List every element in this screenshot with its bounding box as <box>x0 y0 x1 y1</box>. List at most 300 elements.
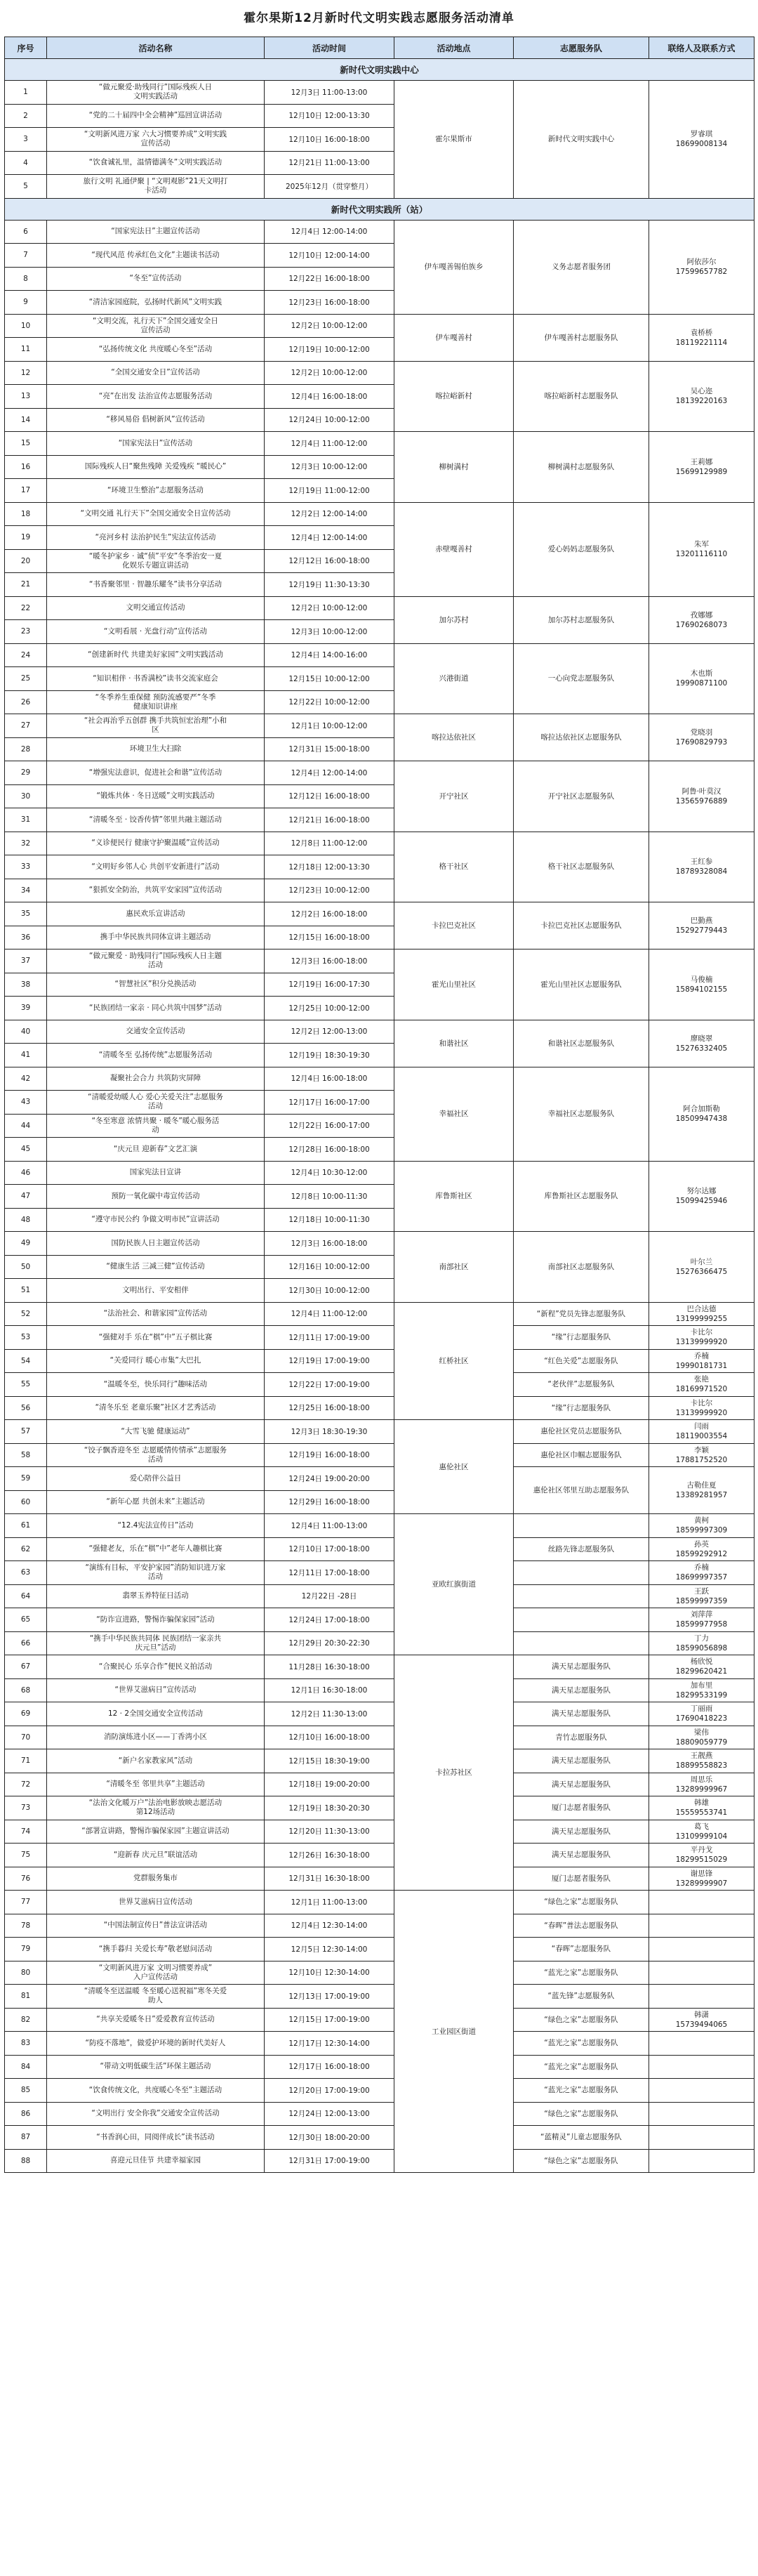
contact-info <box>649 2032 754 2056</box>
activity-name: “法治文化暖万户”法治电影放映志愿活动 第12场活动 <box>47 1796 265 1820</box>
contact-info: 葛飞 13109999104 <box>649 1820 754 1844</box>
table-row <box>5 2149 754 2173</box>
row-number: 64 <box>5 1584 47 1608</box>
row-number: 79 <box>5 1938 47 1961</box>
activity-time: 12月2日 12:00-13:00 <box>265 1020 394 1044</box>
activity-location: 喀拉峪新村 <box>394 361 514 432</box>
table-row <box>5 361 754 385</box>
activity-time: 12月16日 10:00-12:00 <box>265 1255 394 1279</box>
activity-name: “文明新风进万家 文明习惯要养成” 入户宣传活动 <box>47 1961 265 1985</box>
activity-location: 霍光山里社区 <box>394 949 514 1020</box>
row-number: 31 <box>5 808 47 832</box>
row-number: 80 <box>5 1961 47 1985</box>
activity-name: “清冬乐至 老童乐聚”社区才艺秀活动 <box>47 1396 265 1420</box>
activity-name: “饮食诚礼里，温情德满冬”文明实践活动 <box>47 151 265 175</box>
row-number: 68 <box>5 1678 47 1702</box>
activity-name: “文明交通 礼行天下”全国交通安全日宣传活动 <box>47 502 265 526</box>
activity-time: 12月18日 19:00-20:00 <box>265 1773 394 1796</box>
activity-location: 卡拉巴克社区 <box>394 902 514 949</box>
table-row <box>5 1420 754 1444</box>
row-number: 7 <box>5 244 47 268</box>
row-number: 36 <box>5 926 47 949</box>
activity-location: 赤壁嘎善村 <box>394 502 514 596</box>
activity-name: “清洁家园庭院，弘扬时代新风”文明实践 <box>47 291 265 315</box>
row-number: 56 <box>5 1396 47 1420</box>
table-row <box>5 1820 754 1844</box>
row-number: 9 <box>5 291 47 315</box>
activity-name: “世界艾滋病日”宣传活动 <box>47 1678 265 1702</box>
row-number: 53 <box>5 1326 47 1350</box>
contact-info <box>649 1891 754 1914</box>
contact-info: 张艳 18169971520 <box>649 1373 754 1397</box>
table-row <box>5 1891 754 1914</box>
contact-info <box>649 1938 754 1961</box>
activity-time: 12月20日 17:00-19:00 <box>265 2079 394 2103</box>
activity-time: 12月3日 11:00-13:00 <box>265 81 394 105</box>
activity-name: 世界艾滋病日宣传活动 <box>47 1891 265 1914</box>
activity-time: 12月28日 16:00-18:00 <box>265 1138 394 1162</box>
row-number: 61 <box>5 1514 47 1538</box>
activity-time: 12月19日 11:30-13:30 <box>265 573 394 597</box>
volunteer-team: 满天星志愿服务队 <box>514 1702 649 1726</box>
activity-name: “关爱同行 暖心市集”大巴扎 <box>47 1349 265 1373</box>
row-number: 24 <box>5 643 47 667</box>
volunteer-team <box>514 1608 649 1632</box>
table-row <box>5 643 754 667</box>
activity-time: 12月12日 16:00-18:00 <box>265 549 394 573</box>
activity-name: “义诊便民行 健康守护聚温暖”宣传活动 <box>47 832 265 855</box>
table-row <box>5 1961 754 1985</box>
activity-name: “社会再治乎五创群 携手共筑恒宏治理”小和 区 <box>47 714 265 738</box>
activity-time: 12月3日 16:00-18:00 <box>265 949 394 973</box>
activity-time: 12月2日 11:30-13:00 <box>265 1702 394 1726</box>
row-number: 32 <box>5 832 47 855</box>
table-row <box>5 1678 754 1702</box>
volunteer-team: 南部社区志愿服务队 <box>514 1232 649 1303</box>
contact-info <box>649 2055 754 2079</box>
activity-time: 12月19日 10:00-12:00 <box>265 338 394 362</box>
row-number: 26 <box>5 690 47 714</box>
activity-time: 12月11日 17:00-19:00 <box>265 1326 394 1350</box>
activity-location: 柳树满村 <box>394 432 514 503</box>
volunteer-team: “缘”行志愿服务队 <box>514 1396 649 1420</box>
activity-location: 南部社区 <box>394 1232 514 1303</box>
contact-info: 吴心迩 18139220163 <box>649 361 754 432</box>
activity-time: 12月1日 10:00-12:00 <box>265 714 394 738</box>
contact-info <box>649 1961 754 1985</box>
activity-time: 12月2日 16:00-18:00 <box>265 902 394 926</box>
row-number: 30 <box>5 784 47 808</box>
activity-name: 消防演练进小区——丁香湾小区 <box>47 1726 265 1749</box>
volunteer-team: 惠伦社区邻里互助志愿服务队 <box>514 1467 649 1514</box>
table-row <box>5 81 754 105</box>
row-number: 69 <box>5 1702 47 1726</box>
volunteer-team: 义务志愿者服务团 <box>514 220 649 314</box>
table-row <box>5 432 754 456</box>
volunteer-team: 库鲁斯社区志愿服务队 <box>514 1161 649 1232</box>
activity-name: “清暖冬至 · 饺香传情”邻里共融主题活动 <box>47 808 265 832</box>
activity-time: 12月23日 16:00-18:00 <box>265 291 394 315</box>
contact-info: 乔楠 19990181731 <box>649 1349 754 1373</box>
activity-time: 12月19日 18:30-20:30 <box>265 1796 394 1820</box>
row-number: 86 <box>5 2102 47 2126</box>
activity-location: 开宁社区 <box>394 761 514 832</box>
activity-name: 国际残疾人日“聚焦残障 关爱残疾 “暖民心” <box>47 455 265 479</box>
volunteer-team: “蓝光之家”志愿服务队 <box>514 1961 649 1985</box>
header-name: 活动名称 <box>47 37 265 59</box>
activity-table <box>4 37 754 2173</box>
activity-time: 12月4日 14:00-16:00 <box>265 643 394 667</box>
row-number: 17 <box>5 479 47 503</box>
row-number: 34 <box>5 879 47 902</box>
activity-name: “遵守市民公约 争做文明市民”宣讲活动 <box>47 1208 265 1232</box>
row-number: 40 <box>5 1020 47 1044</box>
row-number: 6 <box>5 220 47 244</box>
activity-name: “亮”在出发 法治宣传志愿服务活动 <box>47 385 265 409</box>
row-number: 43 <box>5 1091 47 1115</box>
activity-name: “增强宪法意识，促进社会和谐”宣传活动 <box>47 761 265 785</box>
table-row <box>5 1326 754 1350</box>
volunteer-team: “缘”行志愿服务队 <box>514 1326 649 1350</box>
row-number: 12 <box>5 361 47 385</box>
activity-time: 12月10日 12:30-14:00 <box>265 1961 394 1985</box>
activity-location: 幸福社区 <box>394 1067 514 1161</box>
volunteer-team: 伊车嘎善村志愿服务队 <box>514 314 649 361</box>
activity-name: 交通安全宣传活动 <box>47 1020 265 1044</box>
row-number: 83 <box>5 2032 47 2056</box>
activity-time: 11月28日 16:30-18:00 <box>265 1655 394 1679</box>
contact-info: 梁伟 18809059779 <box>649 1726 754 1749</box>
row-number: 75 <box>5 1844 47 1867</box>
activity-time: 12月24日 10:00-12:00 <box>265 408 394 432</box>
volunteer-team: “绿色之家”志愿服务队 <box>514 2102 649 2126</box>
row-number: 1 <box>5 81 47 105</box>
activity-time: 12月13日 17:00-19:00 <box>265 1985 394 2009</box>
table-row <box>5 1796 754 1820</box>
row-number: 4 <box>5 151 47 175</box>
contact-info: 阿依莎尔 17599657782 <box>649 220 754 314</box>
volunteer-team: “春晖”普法志愿服务队 <box>514 1914 649 1938</box>
activity-name: “冬至”宣传活动 <box>47 267 265 291</box>
activity-time: 12月4日 11:00-12:00 <box>265 432 394 456</box>
row-number: 78 <box>5 1914 47 1938</box>
row-number: 47 <box>5 1185 47 1209</box>
contact-info: 巴合达德 13199999255 <box>649 1302 754 1326</box>
activity-time: 12月31日 16:30-18:00 <box>265 1867 394 1891</box>
volunteer-team: 柳树满村志愿服务队 <box>514 432 649 503</box>
activity-name: “12.4宪法宣传日”活动 <box>47 1514 265 1538</box>
row-number: 77 <box>5 1891 47 1914</box>
activity-time: 12月1日 16:30-18:00 <box>265 1678 394 1702</box>
row-number: 42 <box>5 1067 47 1091</box>
table-row <box>5 1161 754 1185</box>
activity-name: “环境卫生整治”志愿服务活动 <box>47 479 265 503</box>
contact-info: 李颖 17881752520 <box>649 1443 754 1467</box>
table-row <box>5 1867 754 1891</box>
contact-info: 王跃 18599997359 <box>649 1584 754 1608</box>
table-row <box>5 2079 754 2103</box>
activity-time: 12月26日 16:30-18:00 <box>265 1844 394 1867</box>
activity-time: 12月25日 16:00-18:00 <box>265 1396 394 1420</box>
activity-name: 预防一氧化碳中毒宣传活动 <box>47 1185 265 1209</box>
volunteer-team: 霍光山里社区志愿服务队 <box>514 949 649 1020</box>
table-row <box>5 902 754 926</box>
activity-name: “中国法制宣传日”普法宣讲活动 <box>47 1914 265 1938</box>
row-number: 3 <box>5 128 47 152</box>
contact-info: 韩潇 15739494065 <box>649 2008 754 2032</box>
row-number: 52 <box>5 1302 47 1326</box>
row-number: 55 <box>5 1373 47 1397</box>
activity-location: 伊车嘎善村 <box>394 314 514 361</box>
volunteer-team: 满天星志愿服务队 <box>514 1749 649 1773</box>
activity-name: 翡翠玉养特征日活动 <box>47 1584 265 1608</box>
contact-info: 丁力 18599056898 <box>649 1631 754 1655</box>
activity-name: “清暖冬至送温暖 冬至暖心送祝福”寒冬关爱 助人 <box>47 1985 265 2009</box>
row-number: 23 <box>5 620 47 644</box>
contact-info <box>649 2102 754 2126</box>
contact-info: 古勒佳夏 13389281957 <box>649 1467 754 1514</box>
volunteer-team: “绿色之家”志愿服务队 <box>514 2008 649 2032</box>
volunteer-team: 满天星志愿服务队 <box>514 1820 649 1844</box>
activity-location: 兴港街道 <box>394 643 514 714</box>
activity-time: 12月24日 19:00-20:00 <box>265 1467 394 1491</box>
activity-time: 12月19日 11:00-12:00 <box>265 479 394 503</box>
volunteer-team <box>514 1514 649 1538</box>
activity-time: 12月1日 11:00-13:00 <box>265 1891 394 1914</box>
activity-name: “暖冬护家乡 · 诚“侦”平安”冬季治安一夏 化娱乐专题宣讲活动 <box>47 549 265 573</box>
activity-time: 12月2日 10:00-12:00 <box>265 314 394 338</box>
table-row <box>5 2055 754 2079</box>
activity-time: 12月15日 17:00-19:00 <box>265 2008 394 2032</box>
contact-info: 韩雄 15559553741 <box>649 1796 754 1820</box>
activity-location: 亚欧红旗街道 <box>394 1514 514 1655</box>
table-row <box>5 1561 754 1585</box>
volunteer-team: 喀拉峪新村志愿服务队 <box>514 361 649 432</box>
activity-name: “书香聚邻里 · 智趣乐耀冬”读书分享活动 <box>47 573 265 597</box>
activity-time: 12月29日 16:00-18:00 <box>265 1490 394 1514</box>
activity-time: 12月15日 10:00-12:00 <box>265 667 394 691</box>
table-row <box>5 1655 754 1679</box>
volunteer-team: 新时代文明实践中心 <box>514 81 649 199</box>
activity-name: 环境卫生大扫除 <box>47 737 265 761</box>
activity-time: 12月15日 18:30-19:00 <box>265 1749 394 1773</box>
activity-name: “饺子飘香迎冬至 志愿暖情传情承”志愿服务 活动 <box>47 1443 265 1467</box>
activity-location: 伊车嘎善锡伯族乡 <box>394 220 514 314</box>
activity-name: 旅行文明 礼通伊聚 | “文明观影”21天文明打 卡活动 <box>47 175 265 199</box>
table-row <box>5 1584 754 1608</box>
volunteer-team: “蓝先锋”志愿服务队 <box>514 1985 649 2009</box>
table-row <box>5 1232 754 1256</box>
activity-time: 12月20日 11:30-13:00 <box>265 1820 394 1844</box>
contact-info: 王红参 18789328084 <box>649 832 754 902</box>
row-number: 58 <box>5 1443 47 1467</box>
table-header-row <box>5 37 754 59</box>
volunteer-team: 厦门志愿者服务队 <box>514 1867 649 1891</box>
activity-name: “锻炼共体 · 冬日送暖”文明实践活动 <box>47 784 265 808</box>
table-row <box>5 1844 754 1867</box>
section-row <box>5 59 754 81</box>
row-number: 25 <box>5 667 47 691</box>
activity-name: “带动文明低碳生活”环保主题活动 <box>47 2055 265 2079</box>
table-row <box>5 1067 754 1091</box>
row-number: 82 <box>5 2008 47 2032</box>
activity-name: “健康生活 三减三健”宣传活动 <box>47 1255 265 1279</box>
activity-name: 爱心陪伴公益日 <box>47 1467 265 1491</box>
activity-name: “庆元旦 迎新春”文艺汇演 <box>47 1138 265 1162</box>
activity-name: “文明好乡邻人心 共创平安新进行”活动 <box>47 855 265 879</box>
table-row <box>5 1985 754 2009</box>
table-row <box>5 1373 754 1397</box>
activity-time: 12月17日 16:00-17:00 <box>265 1091 394 1115</box>
volunteer-team: 满天星志愿服务队 <box>514 1678 649 1702</box>
volunteer-team: 厦门志愿者服务队 <box>514 1796 649 1820</box>
contact-info: 闫雨 18119003554 <box>649 1420 754 1444</box>
row-number: 46 <box>5 1161 47 1185</box>
row-number: 15 <box>5 432 47 456</box>
section-title: 新时代文明实践所（站） <box>5 198 754 220</box>
row-number: 28 <box>5 737 47 761</box>
activity-time: 12月4日 16:00-18:00 <box>265 1067 394 1091</box>
row-number: 57 <box>5 1420 47 1444</box>
contact-info: 马俊楠 15894102155 <box>649 949 754 1020</box>
activity-location: 库鲁斯社区 <box>394 1161 514 1232</box>
table-row <box>5 1726 754 1749</box>
activity-name: “共享关爱暖冬日”爱爱教育宣传活动 <box>47 2008 265 2032</box>
row-number: 84 <box>5 2055 47 2079</box>
contact-info: 加布里 18299533199 <box>649 1678 754 1702</box>
volunteer-team: 青竹志愿服务队 <box>514 1726 649 1749</box>
activity-name: “国家宪法日”主题宣传活动 <box>47 220 265 244</box>
activity-time: 12月19日 18:30-19:30 <box>265 1044 394 1067</box>
volunteer-team: “新程”党员先锋志愿服务队 <box>514 1302 649 1326</box>
table-row <box>5 2032 754 2056</box>
contact-info <box>649 1985 754 2009</box>
section-row <box>5 198 754 220</box>
table-row <box>5 1773 754 1796</box>
activity-name: 国防民族人日主题宣传活动 <box>47 1232 265 1256</box>
activity-time: 12月31日 15:00-18:00 <box>265 737 394 761</box>
document-title: 霍尔果斯12月新时代文明实践志愿服务活动清单 <box>244 11 514 25</box>
table-row <box>5 1749 754 1773</box>
activity-time: 12月22日 16:00-17:00 <box>265 1114 394 1138</box>
activity-time: 12月22日 16:00-18:00 <box>265 267 394 291</box>
table-row <box>5 1914 754 1938</box>
table-row <box>5 220 754 244</box>
contact-info: 卡比尔 13139999920 <box>649 1326 754 1350</box>
table-row <box>5 502 754 526</box>
contact-info: 朱军 13201116110 <box>649 502 754 596</box>
contact-info: 袁桥桥 18119221114 <box>649 314 754 361</box>
header-location: 活动地点 <box>394 37 514 59</box>
table-row <box>5 1396 754 1420</box>
row-number: 10 <box>5 314 47 338</box>
row-number: 27 <box>5 714 47 738</box>
activity-time: 12月24日 12:00-13:00 <box>265 2102 394 2126</box>
activity-time: 12月10日 12:00-13:30 <box>265 104 394 128</box>
volunteer-team: “蓝光之家”志愿服务队 <box>514 2032 649 2056</box>
activity-time: 12月31日 17:00-19:00 <box>265 2149 394 2173</box>
activity-location: 格干社区 <box>394 832 514 902</box>
activity-name: 喜迎元旦佳节 共建幸福家园 <box>47 2149 265 2173</box>
volunteer-team <box>514 1631 649 1655</box>
volunteer-team: 开宁社区志愿服务队 <box>514 761 649 832</box>
activity-time: 12月19日 17:00-19:00 <box>265 1349 394 1373</box>
activity-time: 2025年12月（贯穿整月） <box>265 175 394 199</box>
contact-info: 丁丽雨 17690418223 <box>649 1702 754 1726</box>
row-number: 59 <box>5 1467 47 1491</box>
contact-info: 谢思锋 13289999907 <box>649 1867 754 1891</box>
volunteer-team: 喀拉达依社区志愿服务队 <box>514 714 649 761</box>
activity-name: “做元聚爱 · 助残同行”国际残疾人日主题 活动 <box>47 949 265 973</box>
activity-name: “狠抓安全防治，共筑平安家园”宣传活动 <box>47 879 265 902</box>
table-row <box>5 1302 754 1326</box>
contact-info: 巴勤燕 15292779443 <box>649 902 754 949</box>
activity-location: 卡拉苏社区 <box>394 1655 514 1891</box>
activity-time: 12月10日 16:00-18:00 <box>265 128 394 152</box>
activity-time: 12月11日 17:00-18:00 <box>265 1561 394 1585</box>
activity-name: “携手中华民族共同体 民族团结一家亲共 庆元旦”活动 <box>47 1631 265 1655</box>
volunteer-team: 满天星志愿服务队 <box>514 1773 649 1796</box>
contact-info: 罗睿琪 18699008134 <box>649 81 754 199</box>
contact-info <box>649 2126 754 2150</box>
row-number: 76 <box>5 1867 47 1891</box>
volunteer-team: 卡拉巴克社区志愿服务队 <box>514 902 649 949</box>
activity-time: 12月3日 10:00-12:00 <box>265 620 394 644</box>
activity-time: 12月4日 12:00-14:00 <box>265 761 394 785</box>
activity-time: 12月30日 10:00-12:00 <box>265 1279 394 1303</box>
activity-name: 党群服务集市 <box>47 1867 265 1891</box>
row-number: 62 <box>5 1537 47 1561</box>
row-number: 8 <box>5 267 47 291</box>
activity-name: “法治社会、和谐家园”宣传活动 <box>47 1302 265 1326</box>
row-number: 65 <box>5 1608 47 1632</box>
activity-time: 12月10日 16:00-18:00 <box>265 1726 394 1749</box>
activity-name: “全国交通安全日”宣传活动 <box>47 361 265 385</box>
activity-time: 12月22日 -28日 <box>265 1584 394 1608</box>
row-number: 13 <box>5 385 47 409</box>
activity-name: “饮食传统文化，共度暖心冬至”主题活动 <box>47 2079 265 2103</box>
activity-name: “做元聚爱·助残同行”国际残疾人日 文明实践活动 <box>47 81 265 105</box>
activity-time: 12月22日 10:00-12:00 <box>265 690 394 714</box>
row-number: 73 <box>5 1796 47 1820</box>
activity-name: “国家宪法日”宣传活动 <box>47 432 265 456</box>
row-number: 20 <box>5 549 47 573</box>
row-number: 66 <box>5 1631 47 1655</box>
activity-name: “文明出行 安全你我”交通安全宣传活动 <box>47 2102 265 2126</box>
activity-name: “智慧社区”积分兑换活动 <box>47 973 265 997</box>
volunteer-team: “春晖”志愿服务队 <box>514 1938 649 1961</box>
table-row <box>5 2102 754 2126</box>
activity-time: 12月18日 10:00-11:30 <box>265 1208 394 1232</box>
contact-info: 党晓羽 17690829793 <box>649 714 754 761</box>
activity-time: 12月18日 12:00-13:30 <box>265 855 394 879</box>
activity-name: 携手中华民族共同体宣讲主题活动 <box>47 926 265 949</box>
activity-time: 12月4日 12:30-14:00 <box>265 1914 394 1938</box>
row-number: 45 <box>5 1138 47 1162</box>
row-number: 16 <box>5 455 47 479</box>
table-row <box>5 596 754 620</box>
activity-name: “合聚民心 乐享合作”便民义拍活动 <box>47 1655 265 1679</box>
activity-name: “亮河乡村 法治护民生”宪法宣传活动 <box>47 526 265 550</box>
row-number: 60 <box>5 1490 47 1514</box>
activity-location: 和谐社区 <box>394 1020 514 1067</box>
activity-location: 霍尔果斯市 <box>394 81 514 199</box>
activity-time: 12月8日 10:00-11:30 <box>265 1185 394 1209</box>
volunteer-team: “绿色之家”志愿服务队 <box>514 1891 649 1914</box>
table-row <box>5 1443 754 1467</box>
activity-name: 文明出行、平安相伴 <box>47 1279 265 1303</box>
row-number: 41 <box>5 1044 47 1067</box>
